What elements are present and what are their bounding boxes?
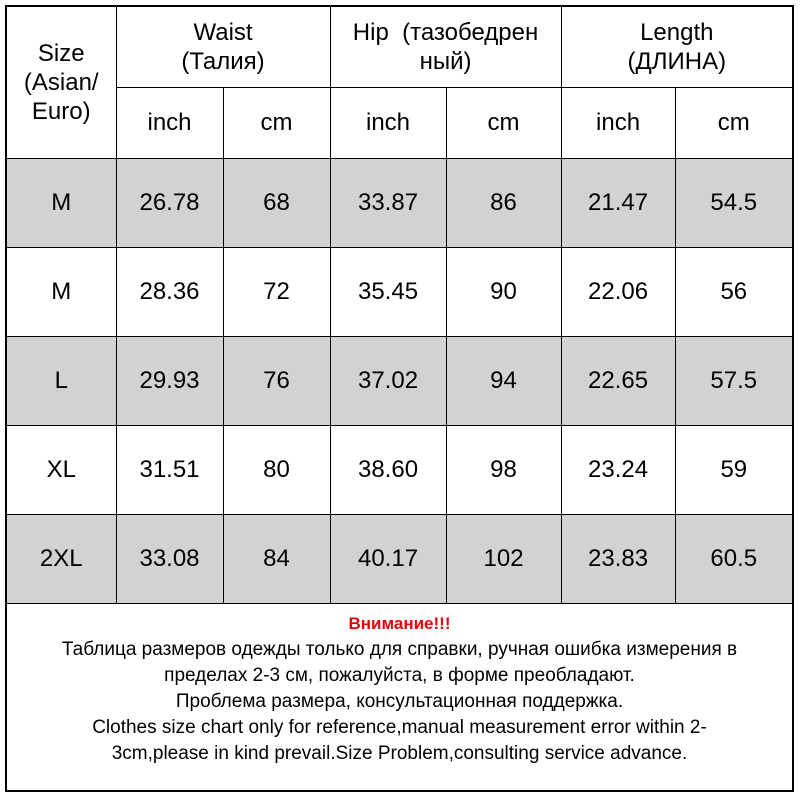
unit-header: cm <box>675 88 792 159</box>
value-cell: 98 <box>446 426 561 515</box>
hip-group-header <box>330 7 561 88</box>
size-header-line: (Asian/ <box>23 68 99 96</box>
value-cell: 68 <box>223 159 330 248</box>
waist-header-line: (Талия) <box>181 48 265 75</box>
value-cell: 28.36 <box>116 248 223 337</box>
note-line: Проблема размера, консультационная поддержка. <box>175 691 624 712</box>
unit-header: inch <box>116 88 223 159</box>
waist-header-line: Waist <box>193 18 253 46</box>
value-cell: 26.78 <box>116 159 223 248</box>
value-cell: 56 <box>675 248 792 337</box>
size-cell: 2XL <box>7 515 116 604</box>
value-cell: 22.06 <box>561 248 675 337</box>
size-cell: M <box>7 159 116 248</box>
size-header-line: Size <box>37 39 85 67</box>
size-cell: XL <box>7 426 116 515</box>
value-cell: 76 <box>223 337 330 426</box>
value-cell: 23.83 <box>561 515 675 604</box>
length-header-line: Length <box>640 18 714 46</box>
note-line: Clothes size chart only for reference,manual measurement error within 2- <box>92 717 707 738</box>
table-row <box>7 248 792 337</box>
note-line: 3cm,please in kind prevail.Size Problem,consulting service advance. <box>111 743 688 764</box>
value-cell: 54.5 <box>675 159 792 248</box>
unit-header: cm <box>223 88 330 159</box>
value-cell: 29.93 <box>116 337 223 426</box>
header-row-units <box>7 88 792 159</box>
value-cell: 33.08 <box>116 515 223 604</box>
size-cell: M <box>7 248 116 337</box>
waist-group-header <box>116 7 330 88</box>
value-cell: 37.02 <box>330 337 446 426</box>
value-cell: 57.5 <box>675 337 792 426</box>
unit-header: cm <box>446 88 561 159</box>
value-cell: 94 <box>446 337 561 426</box>
note-title: Внимание!!! <box>348 614 451 633</box>
table-row <box>7 159 792 248</box>
value-cell: 38.60 <box>330 426 446 515</box>
value-cell: 59 <box>675 426 792 515</box>
size-table <box>7 7 792 604</box>
size-header-line: Euro) <box>31 98 91 126</box>
value-cell: 90 <box>446 248 561 337</box>
note-line: пределах 2-3 см, пожалуйста, в форме преобладают. <box>164 665 635 686</box>
hip-header-line: ный) <box>419 48 472 75</box>
value-cell: 21.47 <box>561 159 675 248</box>
value-cell: 60.5 <box>675 515 792 604</box>
value-cell: 84 <box>223 515 330 604</box>
disclaimer-note <box>7 603 792 767</box>
value-cell: 80 <box>223 426 330 515</box>
value-cell: 86 <box>446 159 561 248</box>
size-chart <box>5 5 794 792</box>
header-row-groups <box>7 7 792 88</box>
value-cell: 23.24 <box>561 426 675 515</box>
length-header-line: (ДЛИНА) <box>627 48 727 75</box>
size-column-header <box>7 7 116 159</box>
value-cell: 33.87 <box>330 159 446 248</box>
length-group-header <box>561 7 792 88</box>
value-cell: 72 <box>223 248 330 337</box>
value-cell: 31.51 <box>116 426 223 515</box>
note-line: Таблица размеров одежды только для справки, ручная ошибка измерения в <box>61 639 738 660</box>
table-row <box>7 515 792 604</box>
hip-header-line: Hip (тазобедрен <box>352 18 539 46</box>
value-cell: 22.65 <box>561 337 675 426</box>
value-cell: 40.17 <box>330 515 446 604</box>
table-row <box>7 337 792 426</box>
table-row <box>7 426 792 515</box>
value-cell: 102 <box>446 515 561 604</box>
unit-header: inch <box>561 88 675 159</box>
unit-header: inch <box>330 88 446 159</box>
value-cell: 35.45 <box>330 248 446 337</box>
size-cell: L <box>7 337 116 426</box>
